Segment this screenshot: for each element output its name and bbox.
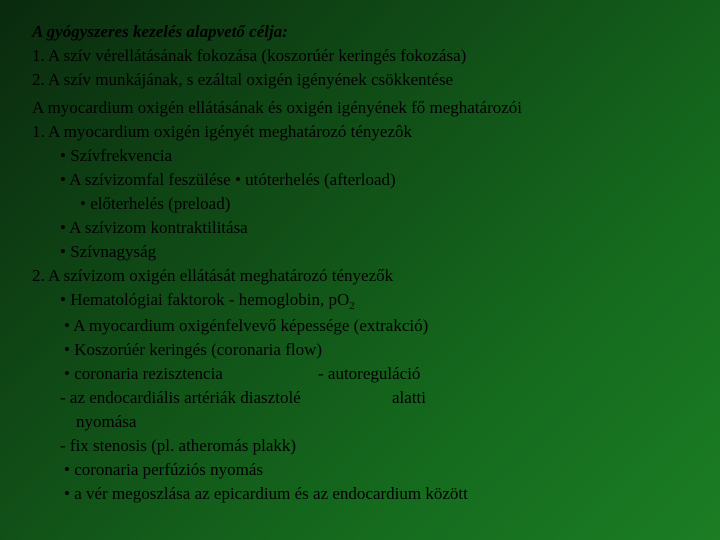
- list-item-hematology: [60, 290, 355, 310]
- section-heading: A myocardium oxigén ellátásának és oxigén igényének fő meghatározói: [32, 98, 523, 117]
- list-item: • a vér megoszlása az epicardium és az endocardium között: [64, 484, 468, 503]
- slide-title: A gyógyszeres kezelés alapvető célja:: [32, 22, 288, 41]
- hematology-text: • Hematológiai faktorok - hemoglobin, pO: [60, 290, 350, 309]
- list-item-coronaria-resistance: • coronaria rezisztencia: [64, 364, 223, 383]
- list-item: • Szívnagyság: [60, 242, 157, 261]
- autoregulation-text: - autoreguláció: [318, 364, 421, 383]
- list-item: • előterhelés (preload): [80, 194, 231, 213]
- list-item: • Szívfrekvencia: [60, 146, 173, 165]
- section-1-heading: 1. A myocardium oxigén igényét meghatározó tényezôk: [32, 122, 413, 141]
- list-item: • A myocardium oxigénfelvevő képessége (extrakció): [64, 316, 429, 335]
- endocardial-text-wrap: nyomása: [76, 412, 137, 431]
- section-2-heading: 2. A szívizom oxigén ellátását meghatározó tényezők: [32, 266, 394, 285]
- list-item: - fix stenosis (pl. atheromás plakk): [60, 436, 297, 455]
- endocardial-text-cont: alatti: [392, 388, 426, 407]
- list-item: • Koszorúér keringés (coronaria flow): [64, 340, 323, 359]
- subscript-2: 2: [349, 300, 355, 312]
- goal-2: 2. A szív munkájának, s ezáltal oxigén igényének csökkentése: [32, 70, 454, 89]
- list-item: • A szívizomfal feszülése • utóterhelés (afterload): [60, 170, 396, 189]
- list-item-endocardial: - az endocardiális artériák diasztolé: [60, 388, 301, 407]
- list-item: • coronaria perfúziós nyomás: [64, 460, 264, 479]
- goal-1: 1. A szív vérellátásának fokozása (koszorúér keringés fokozása): [32, 46, 467, 65]
- list-item: • A szívizom kontraktilitása: [60, 218, 248, 237]
